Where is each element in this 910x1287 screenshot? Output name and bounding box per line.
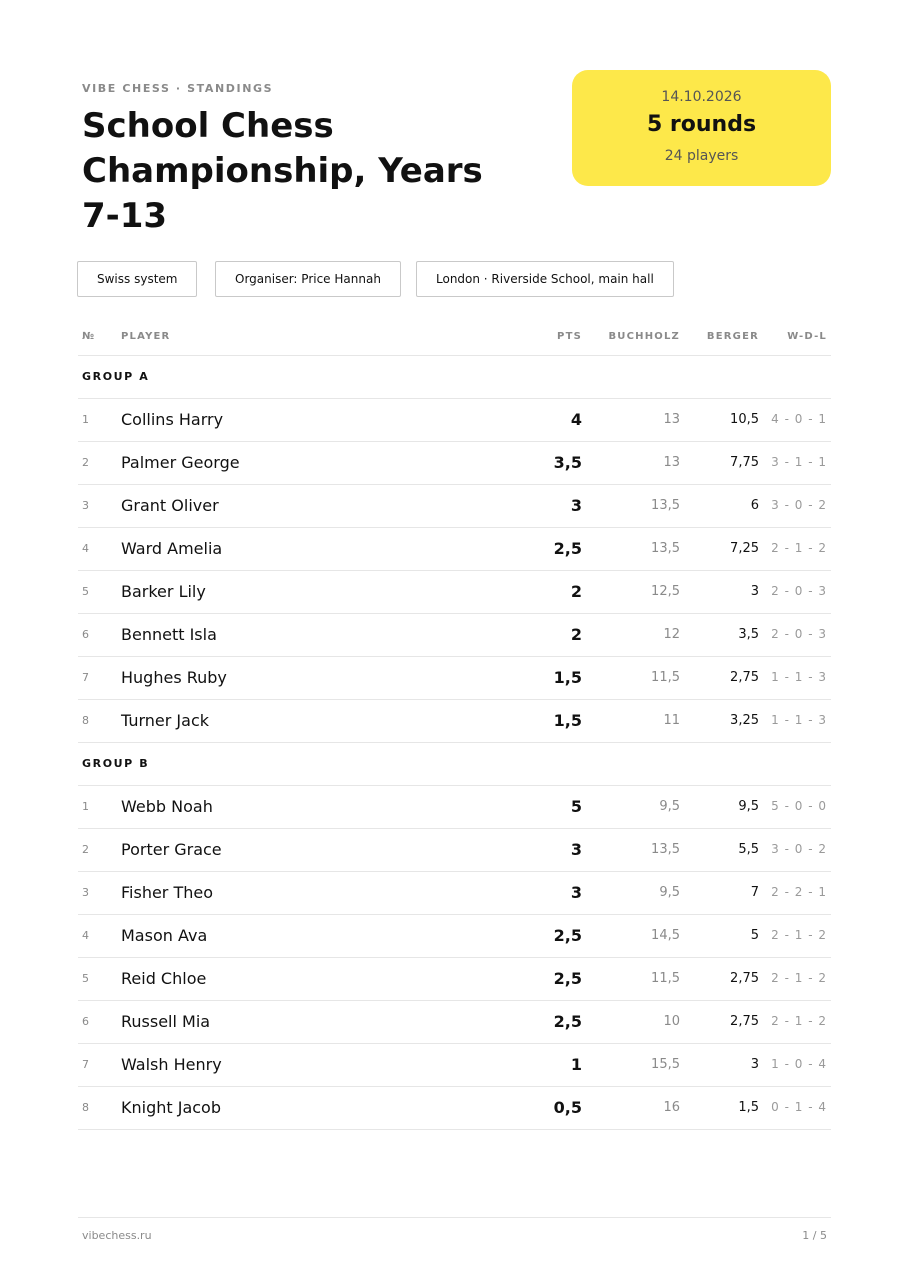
player-berger: 3,25 bbox=[730, 713, 759, 728]
table-row bbox=[78, 829, 831, 872]
player-name: Hughes Ruby bbox=[121, 668, 227, 687]
player-wdl: 2 - 0 - 3 bbox=[771, 627, 827, 641]
player-rank: 6 bbox=[82, 1015, 89, 1028]
player-wdl: 2 - 1 - 2 bbox=[771, 928, 827, 942]
table-row bbox=[78, 657, 831, 700]
chip-organiser: Organiser: Price Hannah bbox=[215, 261, 401, 297]
player-buchholz: 13,5 bbox=[651, 498, 680, 513]
player-buchholz: 13,5 bbox=[651, 842, 680, 857]
player-berger: 2,75 bbox=[730, 971, 759, 986]
player-name: Bennett Isla bbox=[121, 625, 217, 644]
tournament-info-card bbox=[572, 70, 831, 186]
player-rank: 2 bbox=[82, 456, 89, 469]
player-buchholz: 16 bbox=[663, 1100, 680, 1115]
player-name: Palmer George bbox=[121, 453, 240, 472]
player-buchholz: 13 bbox=[663, 412, 680, 427]
player-name: Porter Grace bbox=[121, 840, 222, 859]
table-row bbox=[78, 614, 831, 657]
player-berger: 5 bbox=[750, 928, 759, 943]
player-wdl: 0 - 1 - 4 bbox=[771, 1100, 827, 1114]
player-berger: 10,5 bbox=[730, 412, 759, 427]
table-row bbox=[78, 571, 831, 614]
player-points: 2,5 bbox=[553, 1012, 582, 1031]
chip-system: Swiss system bbox=[77, 261, 197, 297]
table-row bbox=[78, 1087, 831, 1130]
player-berger: 9,5 bbox=[738, 799, 759, 814]
player-rank: 7 bbox=[82, 671, 89, 684]
col-header-buchholz: BUCHHOLZ bbox=[608, 331, 680, 342]
standings-table bbox=[78, 313, 831, 1130]
player-buchholz: 14,5 bbox=[651, 928, 680, 943]
player-points: 1,5 bbox=[553, 668, 582, 687]
player-name: Barker Lily bbox=[121, 582, 206, 601]
player-buchholz: 15,5 bbox=[651, 1057, 680, 1072]
player-berger: 3 bbox=[750, 1057, 759, 1072]
player-points: 3,5 bbox=[553, 453, 582, 472]
player-wdl: 5 - 0 - 0 bbox=[771, 799, 827, 813]
chip-venue: London · Riverside School, main hall bbox=[416, 261, 674, 297]
player-buchholz: 11,5 bbox=[651, 971, 680, 986]
player-berger: 5,5 bbox=[738, 842, 759, 857]
player-rank: 5 bbox=[82, 972, 89, 985]
player-buchholz: 12 bbox=[663, 627, 680, 642]
player-buchholz: 13 bbox=[663, 455, 680, 470]
player-berger: 7 bbox=[750, 885, 759, 900]
player-wdl: 4 - 0 - 1 bbox=[771, 412, 827, 426]
player-rank: 3 bbox=[82, 499, 89, 512]
col-header-num: № bbox=[82, 331, 96, 342]
player-rank: 1 bbox=[82, 800, 89, 813]
player-points: 3 bbox=[570, 840, 582, 859]
table-row bbox=[78, 872, 831, 915]
player-points: 2,5 bbox=[553, 969, 582, 988]
player-buchholz: 9,5 bbox=[659, 885, 680, 900]
player-points: 2 bbox=[570, 625, 582, 644]
table-row bbox=[78, 442, 831, 485]
player-berger: 2,75 bbox=[730, 1014, 759, 1029]
player-berger: 7,25 bbox=[730, 541, 759, 556]
col-header-berger: BERGER bbox=[706, 331, 759, 342]
player-rank: 2 bbox=[82, 843, 89, 856]
player-berger: 6 bbox=[750, 498, 759, 513]
player-buchholz: 13,5 bbox=[651, 541, 680, 556]
player-wdl: 1 - 0 - 4 bbox=[771, 1057, 827, 1071]
table-row bbox=[78, 1044, 831, 1087]
player-points: 3 bbox=[570, 496, 582, 515]
tournament-date: 14.10.2026 bbox=[661, 89, 742, 105]
table-row bbox=[78, 485, 831, 528]
tournament-rounds: 5 rounds bbox=[646, 112, 757, 137]
page-kicker: VIBE CHESS · STANDINGS bbox=[82, 82, 274, 95]
player-buchholz: 10 bbox=[663, 1014, 680, 1029]
player-berger: 2,75 bbox=[730, 670, 759, 685]
player-wdl: 2 - 1 - 2 bbox=[771, 1014, 827, 1028]
player-buchholz: 12,5 bbox=[651, 584, 680, 599]
player-buchholz: 11 bbox=[663, 713, 680, 728]
player-points: 1 bbox=[570, 1055, 582, 1074]
player-berger: 3 bbox=[750, 584, 759, 599]
player-name: Fisher Theo bbox=[121, 883, 214, 902]
player-points: 4 bbox=[570, 410, 582, 429]
player-rank: 4 bbox=[82, 542, 89, 555]
player-points: 5 bbox=[570, 797, 582, 816]
player-name: Grant Oliver bbox=[121, 496, 219, 515]
player-rank: 6 bbox=[82, 628, 89, 641]
table-row bbox=[78, 399, 831, 442]
footer-divider bbox=[78, 1217, 831, 1218]
table-row bbox=[78, 1001, 831, 1044]
player-name: Webb Noah bbox=[121, 797, 213, 816]
player-points: 1,5 bbox=[553, 711, 582, 730]
player-rank: 5 bbox=[82, 585, 89, 598]
player-wdl: 3 - 0 - 2 bbox=[771, 498, 827, 512]
player-name: Mason Ava bbox=[121, 926, 208, 945]
col-header-pts: PTS bbox=[557, 331, 582, 342]
player-points: 2,5 bbox=[553, 926, 582, 945]
table-header bbox=[78, 313, 831, 356]
player-rank: 3 bbox=[82, 886, 89, 899]
footer-site: vibechess.ru bbox=[82, 1229, 152, 1242]
player-wdl: 1 - 1 - 3 bbox=[771, 670, 827, 684]
table-row bbox=[78, 700, 831, 743]
player-rank: 8 bbox=[82, 1101, 89, 1114]
tournament-players-count: 24 players bbox=[664, 148, 739, 164]
player-berger: 7,75 bbox=[730, 455, 759, 470]
player-rank: 1 bbox=[82, 413, 89, 426]
player-wdl: 3 - 0 - 2 bbox=[771, 842, 827, 856]
table-row bbox=[78, 915, 831, 958]
page-title: School Chess Championship, Years 7-13 bbox=[82, 106, 483, 236]
player-name: Collins Harry bbox=[121, 410, 224, 429]
table-row bbox=[78, 786, 831, 829]
player-wdl: 2 - 2 - 1 bbox=[771, 885, 827, 899]
group-header bbox=[78, 743, 831, 786]
player-buchholz: 9,5 bbox=[659, 799, 680, 814]
player-wdl: 1 - 1 - 3 bbox=[771, 713, 827, 727]
table-row bbox=[78, 528, 831, 571]
table-row bbox=[78, 958, 831, 1001]
group-label: GROUP B bbox=[82, 757, 150, 770]
player-berger: 3,5 bbox=[738, 627, 759, 642]
col-header-wdl: W-D-L bbox=[787, 331, 827, 342]
player-buchholz: 11,5 bbox=[651, 670, 680, 685]
player-name: Reid Chloe bbox=[121, 969, 207, 988]
player-rank: 4 bbox=[82, 929, 89, 942]
player-points: 2 bbox=[570, 582, 582, 601]
player-name: Ward Amelia bbox=[121, 539, 223, 558]
player-rank: 8 bbox=[82, 714, 89, 727]
col-header-player: PLAYER bbox=[121, 331, 171, 342]
player-wdl: 3 - 1 - 1 bbox=[771, 455, 827, 469]
player-name: Russell Mia bbox=[121, 1012, 211, 1031]
player-name: Walsh Henry bbox=[121, 1055, 222, 1074]
player-points: 2,5 bbox=[553, 539, 582, 558]
player-wdl: 2 - 0 - 3 bbox=[771, 584, 827, 598]
footer-page-number: 1 / 5 bbox=[802, 1229, 827, 1242]
player-points: 3 bbox=[570, 883, 582, 902]
player-wdl: 2 - 1 - 2 bbox=[771, 971, 827, 985]
group-header bbox=[78, 356, 831, 399]
player-name: Knight Jacob bbox=[121, 1098, 221, 1117]
player-name: Turner Jack bbox=[121, 711, 210, 730]
player-points: 0,5 bbox=[553, 1098, 582, 1117]
group-label: GROUP A bbox=[82, 370, 150, 383]
player-berger: 1,5 bbox=[738, 1100, 759, 1115]
player-rank: 7 bbox=[82, 1058, 89, 1071]
player-wdl: 2 - 1 - 2 bbox=[771, 541, 827, 555]
